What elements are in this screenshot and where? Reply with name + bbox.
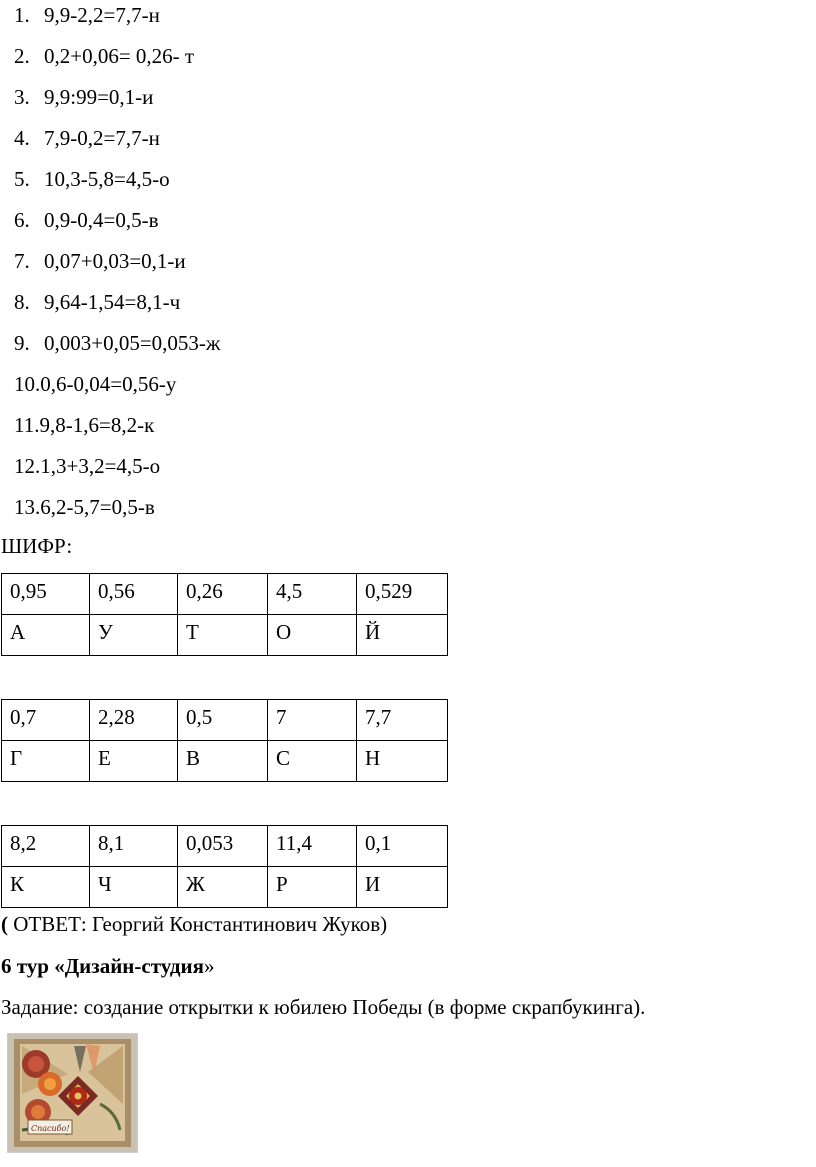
task-text: Задание: создание открытки к юбилею Победы (в форме скрапбукинга). (1, 995, 646, 1019)
table-cell: 0,529 (357, 574, 448, 615)
list-number: 4. (14, 126, 30, 150)
table-cell: 0,5 (178, 700, 268, 741)
list-text: 10,3-5,8=4,5-о (44, 167, 170, 191)
table-cell: Е (90, 741, 178, 782)
list-item (14, 205, 159, 235)
table-cell: У (90, 615, 178, 656)
table-row (2, 574, 448, 615)
list-text: 9,8-1,6=8,2-к (39, 413, 155, 437)
table-cell: 7,7 (357, 700, 448, 741)
list-text: 9,9-2,2=7,7-н (44, 3, 160, 27)
cipher-table-1 (1, 573, 448, 656)
round-heading-bold: 6 тур «Дизайн-студия (1, 954, 205, 978)
list-number: 12. (14, 454, 41, 478)
table-cell: Р (268, 867, 357, 908)
list-number: 3. (14, 85, 30, 109)
list-number: 13. (14, 495, 41, 519)
round-heading (1, 951, 215, 981)
list-text: 7,9-0,2=7,7-н (44, 126, 160, 150)
list-number: 1. (14, 3, 30, 27)
list-number: 10. (14, 372, 41, 396)
table-row (2, 826, 448, 867)
list-number: 11. (14, 413, 40, 437)
list-item (14, 41, 194, 71)
table-cell: К (2, 867, 90, 908)
round-heading-rest: » (204, 954, 215, 978)
cipher-table-2 (1, 699, 448, 782)
list-item (14, 492, 155, 522)
table-cell: 0,053 (178, 826, 268, 867)
table-cell: Ж (178, 867, 268, 908)
answer-line (1, 909, 387, 939)
table-cell: 0,26 (178, 574, 268, 615)
table-cell: С (268, 741, 357, 782)
table-cell: Т (178, 615, 268, 656)
list-item (14, 328, 220, 358)
table-row (2, 867, 448, 908)
list-text: 6,2-5,7=0,5-в (40, 495, 155, 519)
answer-paren: ( (1, 912, 8, 936)
table-cell: 8,1 (90, 826, 178, 867)
list-text: 0,003+0,05=0,053-ж (44, 331, 221, 355)
postcard-illustration (8, 1034, 137, 1152)
table-cell: О (268, 615, 357, 656)
table-cell: 2,28 (90, 700, 178, 741)
list-text: 0,07+0,03=0,1-и (44, 249, 186, 273)
table-cell: И (357, 867, 448, 908)
list-number: 5. (14, 167, 30, 191)
list-text: 9,64-1,54=8,1-ч (44, 290, 181, 314)
list-text: 0,2+0,06= 0,26- т (44, 44, 195, 68)
cipher-label: ШИФР: (1, 534, 73, 558)
table-cell: 0,56 (90, 574, 178, 615)
list-text: 1,3+3,2=4,5-о (40, 454, 161, 478)
list-item (14, 287, 180, 317)
list-item (14, 123, 160, 153)
list-item (14, 369, 176, 399)
table-cell: 11,4 (268, 826, 357, 867)
list-item (14, 164, 170, 194)
list-text: 0,9-0,4=0,5-в (44, 208, 159, 232)
table-cell: 8,2 (2, 826, 90, 867)
table-row (2, 700, 448, 741)
table-cell: Н (357, 741, 448, 782)
cipher-table-3 (1, 825, 448, 908)
table-cell: Й (357, 615, 448, 656)
list-item (14, 0, 160, 30)
table-cell: Г (2, 741, 90, 782)
list-number: 7. (14, 249, 30, 273)
table-cell: А (2, 615, 90, 656)
list-item (14, 410, 154, 440)
list-item (14, 246, 186, 276)
list-text: 9,9:99=0,1-и (44, 85, 154, 109)
postcard-image (7, 1033, 138, 1153)
table-cell: 0,7 (2, 700, 90, 741)
table-cell: 7 (268, 700, 357, 741)
table-row (2, 741, 448, 782)
list-number: 2. (14, 44, 30, 68)
list-number: 6. (14, 208, 30, 232)
postcard-label: Спасибо! (31, 1124, 70, 1133)
list-number: 9. (14, 331, 30, 355)
list-text: 0,6-0,04=0,56-у (40, 372, 177, 396)
table-row (2, 615, 448, 656)
list-item (14, 451, 160, 481)
table-cell: Ч (90, 867, 178, 908)
answer-text: ОТВЕТ: Георгий Константинович Жуков) (8, 912, 388, 936)
list-number: 8. (14, 290, 30, 314)
table-cell: 0,95 (2, 574, 90, 615)
table-cell: В (178, 741, 268, 782)
table-cell: 0,1 (357, 826, 448, 867)
table-cell: 4,5 (268, 574, 357, 615)
list-item (14, 82, 153, 112)
